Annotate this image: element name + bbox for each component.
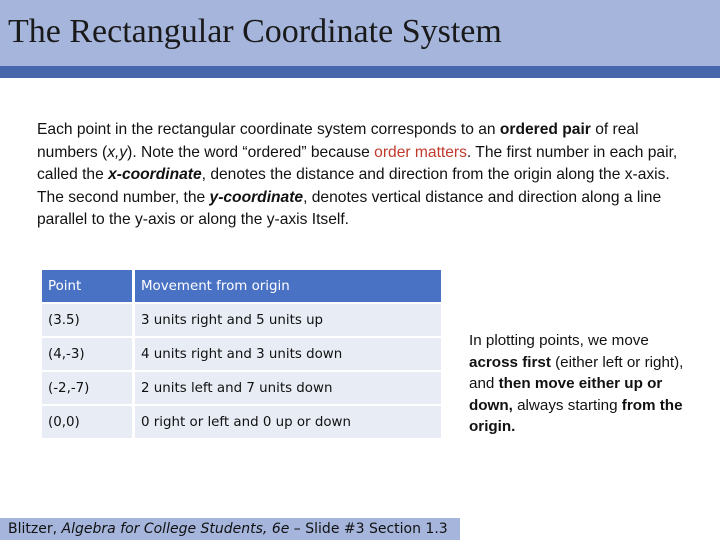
note-bold-across: across first xyxy=(469,353,551,371)
note-text-1: In plotting points, we move xyxy=(469,332,649,349)
para-x-coordinate: x-coordinate xyxy=(108,166,202,183)
table-row xyxy=(42,372,441,404)
para-text-2: of real numbers ( xyxy=(37,121,639,161)
footer-slide-info: – Slide #3 Section 1.3 xyxy=(289,521,448,537)
points-table xyxy=(42,268,441,440)
para-bold-ordered-pair: ordered pair xyxy=(499,121,591,138)
footer-book-title: Algebra for College Students, 6e xyxy=(61,521,290,537)
cell-movement: 4 units right and 3 units down xyxy=(135,338,441,370)
para-text-4: . The first number in each pair, called the xyxy=(37,143,678,183)
table-header-row xyxy=(42,270,441,302)
cell-point: (0,0) xyxy=(42,406,135,438)
note-bold-then-move: then move either up or down, xyxy=(469,375,663,414)
slide-title: The Rectangular Coordinate System xyxy=(8,13,502,50)
footer-author: Blitzer, xyxy=(8,521,62,537)
note-text-2: (either left or right), and xyxy=(469,353,684,392)
para-text-1: Each point in the rectangular coordinate system corresponds to an xyxy=(37,121,500,138)
title-rule xyxy=(0,66,720,78)
para-y-coordinate: y-coordinate xyxy=(209,188,304,206)
para-text-5: , denotes the distance and direction from the origin along the x-axis. The second number, the xyxy=(37,166,670,206)
table-row xyxy=(42,406,441,438)
note-text-3: always starting xyxy=(512,396,622,414)
table-row xyxy=(42,304,441,336)
cell-point: (3.5) xyxy=(42,304,135,336)
cell-point: (4,-3) xyxy=(42,338,135,370)
slide-footer xyxy=(8,521,448,537)
cell-movement: 3 units right and 5 units up xyxy=(135,304,441,336)
cell-movement: 0 right or left and 0 up or down xyxy=(135,406,441,438)
body-paragraph xyxy=(37,119,697,232)
para-red-order-matters: order matters xyxy=(374,143,467,161)
para-italic-xy: x,y xyxy=(107,143,128,161)
plotting-note xyxy=(469,330,689,438)
table-row xyxy=(42,338,441,370)
note-bold-origin: from the origin. xyxy=(469,396,683,435)
header-point: Point xyxy=(42,270,135,302)
para-text-6: , denotes vertical distance and direction along a line parallel to the y-axis or along the y-axis Itself. xyxy=(37,188,662,228)
cell-movement: 2 units left and 7 units down xyxy=(135,372,441,404)
para-text-3: ). Note the word “ordered” because xyxy=(127,143,375,161)
header-movement: Movement from origin xyxy=(135,270,441,302)
cell-point: (-2,-7) xyxy=(42,372,135,404)
